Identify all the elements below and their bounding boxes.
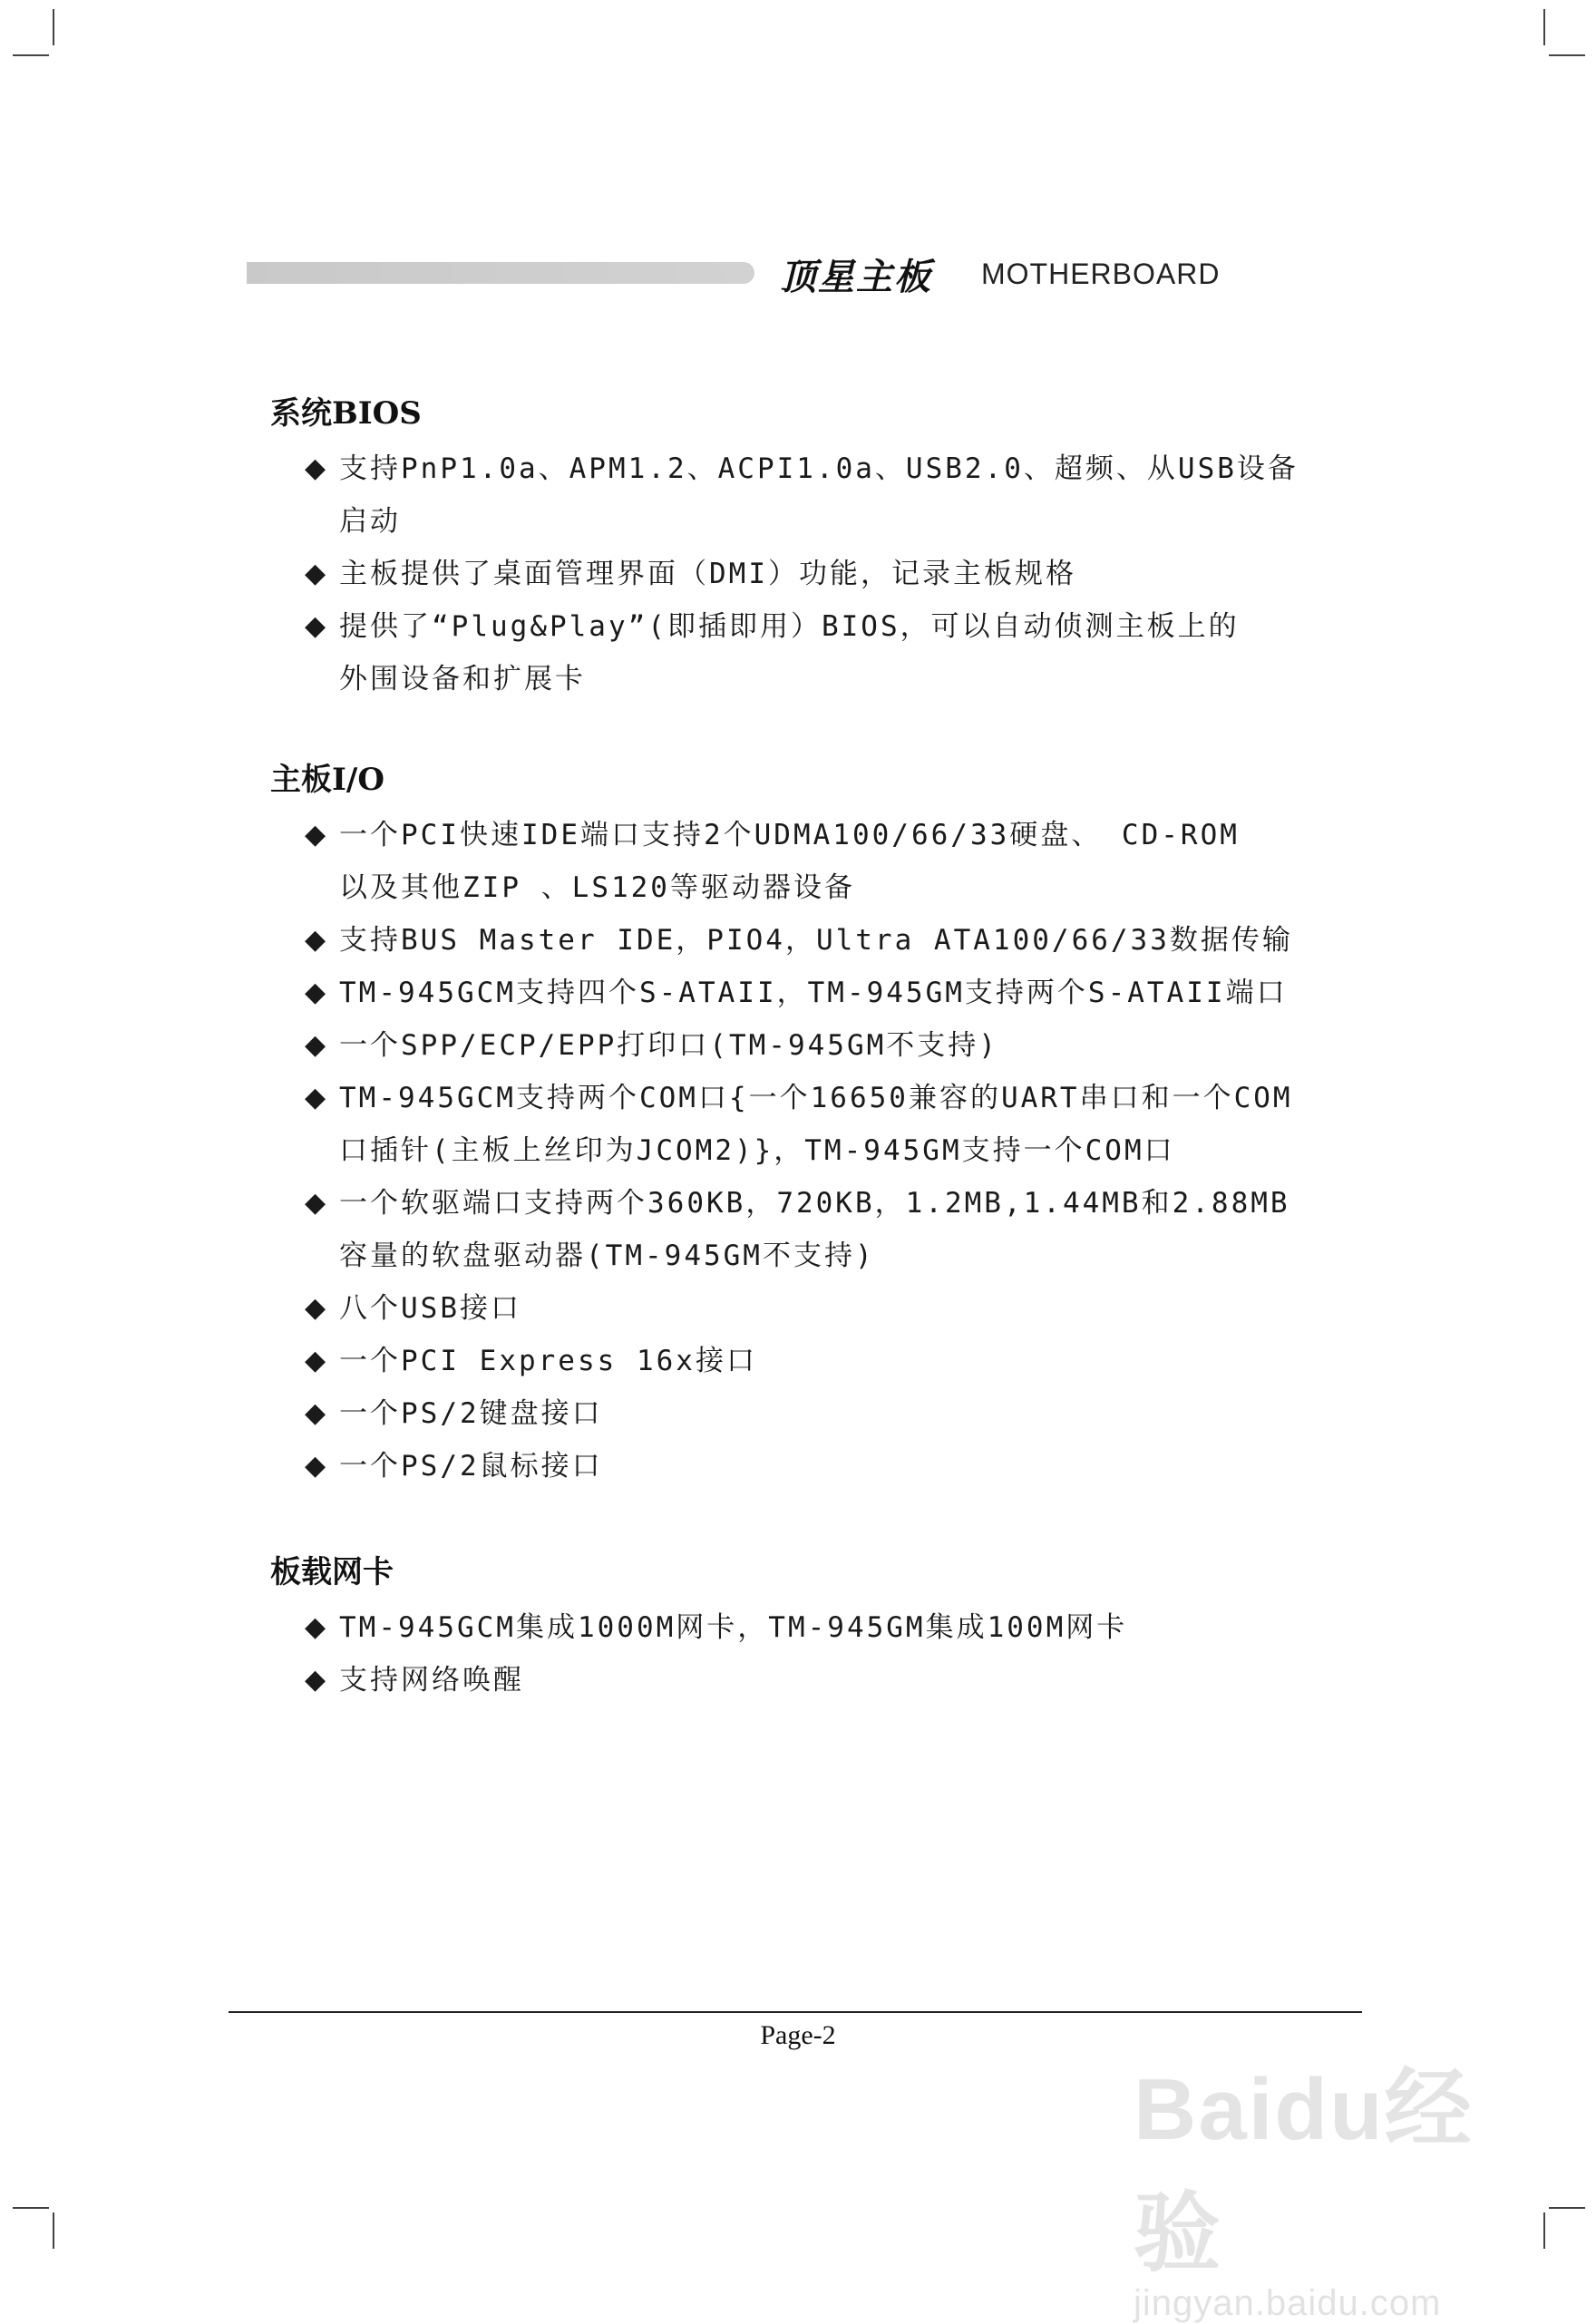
item-line: 主板提供了桌面管理界面（DMI）功能，记录主板规格 bbox=[339, 558, 1076, 590]
diamond-bullet-icon: ◆ bbox=[305, 1187, 329, 1219]
crop-mark bbox=[13, 54, 49, 56]
crop-mark bbox=[1549, 2207, 1585, 2209]
crop-mark bbox=[1543, 9, 1545, 45]
diamond-bullet-icon: ◆ bbox=[305, 819, 329, 851]
footer-rule bbox=[229, 2011, 1362, 2013]
list-item bbox=[270, 967, 1395, 1019]
crop-mark bbox=[1549, 54, 1585, 56]
list-item bbox=[270, 1601, 1395, 1654]
diamond-bullet-icon: ◆ bbox=[305, 977, 329, 1008]
item-line: 以及其他ZIP 、LS120等驱动器设备 bbox=[339, 871, 855, 904]
diamond-bullet-icon: ◆ bbox=[305, 924, 329, 956]
item-line: 支持网络唤醒 bbox=[339, 1664, 524, 1697]
item-line: 容量的软盘驱动器(TM-945GM不支持) bbox=[339, 1240, 875, 1272]
list-item bbox=[270, 1440, 1395, 1493]
diamond-bullet-icon: ◆ bbox=[305, 1611, 329, 1643]
header-bar bbox=[247, 262, 754, 284]
list-item bbox=[270, 1072, 1395, 1177]
diamond-bullet-icon: ◆ bbox=[305, 1450, 329, 1482]
item-line: TM-945GCM集成1000M网卡，TM-945GM集成100M网卡 bbox=[339, 1611, 1128, 1644]
crop-mark bbox=[1543, 2212, 1545, 2249]
item-line: 支持PnP1.0a、APM1.2、ACPI1.0a、USB2.0、超频、从USB设备 bbox=[339, 452, 1299, 485]
crop-mark bbox=[53, 2212, 54, 2249]
item-line: TM-945GCM支持两个COM口{一个16650兼容的UART串口和一个COM bbox=[339, 1082, 1293, 1114]
item-line: 支持BUS Master IDE，PIO4，Ultra ATA100/66/33数据传输 bbox=[339, 924, 1293, 957]
list-item bbox=[270, 442, 1395, 548]
list-item bbox=[270, 1177, 1395, 1282]
list-item bbox=[270, 600, 1395, 705]
section-network bbox=[270, 1554, 1395, 1707]
section-title: 板载网卡 bbox=[270, 1554, 394, 1590]
diamond-bullet-icon: ◆ bbox=[305, 1029, 329, 1061]
item-line: TM-945GCM支持四个S-ATAII，TM-945GM支持两个S-ATAII端口 bbox=[339, 977, 1288, 1009]
diamond-bullet-icon: ◆ bbox=[305, 452, 329, 484]
crop-mark bbox=[13, 2207, 49, 2209]
item-line: 一个PS/2鼠标接口 bbox=[339, 1450, 603, 1483]
watermark-logo: Baidu经验 bbox=[1134, 2061, 1474, 2282]
diamond-bullet-icon: ◆ bbox=[305, 1292, 329, 1324]
list-item bbox=[270, 914, 1395, 967]
item-line: 一个软驱端口支持两个360KB，720KB，1.2MB,1.44MB和2.88MB bbox=[339, 1187, 1290, 1220]
diamond-bullet-icon: ◆ bbox=[305, 1397, 329, 1429]
item-line: 一个PCI快速IDE端口支持2个UDMA100/66/33硬盘、 CD-ROM bbox=[339, 819, 1240, 851]
page-number: Page-2 bbox=[760, 2020, 836, 2050]
diamond-bullet-icon: ◆ bbox=[305, 610, 329, 642]
brand-title-cn: 顶星主板 bbox=[780, 257, 932, 298]
item-line: 口插针(主板上丝印为JCOM2)}，TM-945GM支持一个COM口 bbox=[339, 1134, 1175, 1167]
brand-title-en: MOTHERBOARD bbox=[981, 258, 1221, 290]
list-item bbox=[270, 1335, 1395, 1387]
crop-mark bbox=[53, 9, 54, 45]
item-line: 八个USB接口 bbox=[339, 1292, 521, 1325]
list-item bbox=[270, 1654, 1395, 1707]
list-item bbox=[270, 1019, 1395, 1072]
list-item bbox=[270, 1282, 1395, 1335]
diamond-bullet-icon: ◆ bbox=[305, 1082, 329, 1113]
item-line: 一个PCI Express 16x接口 bbox=[339, 1345, 757, 1377]
section-io bbox=[270, 762, 1395, 1493]
diamond-bullet-icon: ◆ bbox=[305, 1345, 329, 1376]
diamond-bullet-icon: ◆ bbox=[305, 558, 329, 589]
item-line: 一个SPP/ECP/EPP打印口(TM-945GM不支持) bbox=[339, 1029, 998, 1062]
list-item bbox=[270, 809, 1395, 914]
section-title: 系统BIOS bbox=[270, 395, 422, 432]
section-title: 主板I/O bbox=[270, 762, 384, 798]
watermark-url: jingyan.baidu.com bbox=[1134, 2283, 1442, 2323]
section-bios bbox=[270, 395, 1395, 705]
item-line: 外围设备和扩展卡 bbox=[339, 663, 586, 695]
item-line: 提供了“Plug&Play”(即插即用）BIOS，可以自动侦测主板上的 bbox=[339, 610, 1240, 643]
list-item bbox=[270, 548, 1395, 600]
item-line: 一个PS/2键盘接口 bbox=[339, 1397, 603, 1430]
diamond-bullet-icon: ◆ bbox=[305, 1664, 329, 1696]
list-item bbox=[270, 1387, 1395, 1440]
baidu-watermark bbox=[1134, 2040, 1514, 2323]
item-line: 启动 bbox=[339, 505, 401, 538]
